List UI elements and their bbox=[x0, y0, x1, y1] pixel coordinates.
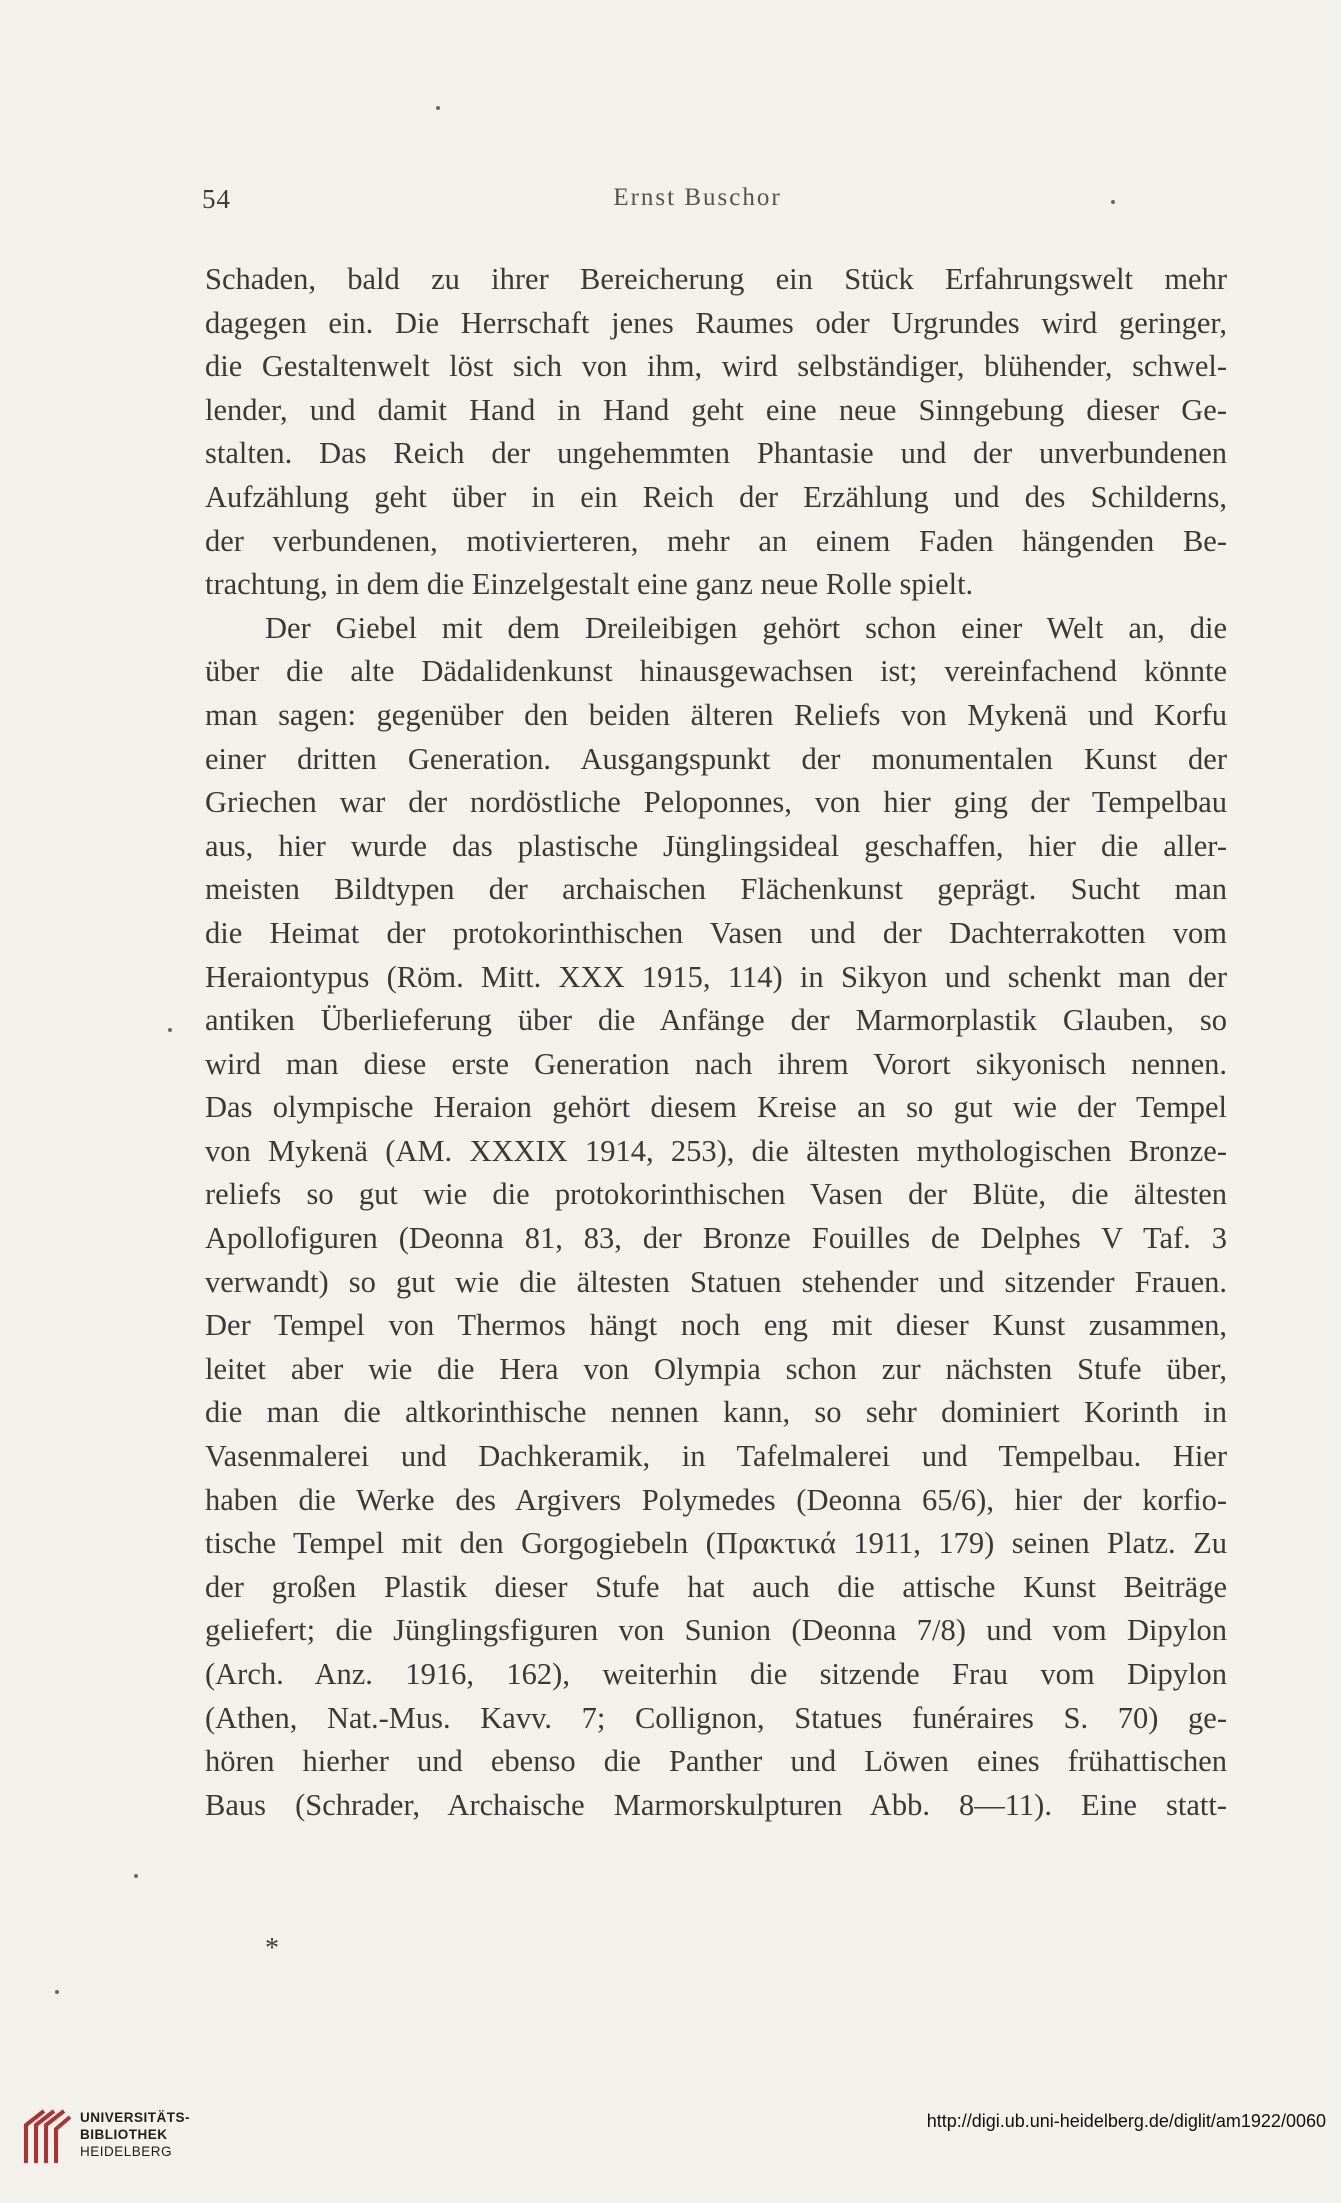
page-number: 54 bbox=[202, 184, 231, 214]
text-line: (Athen, Nat.-Mus. Kavv. 7; Collignon, Statues funéraires S. 70) ge- bbox=[205, 1700, 1227, 1735]
text-line: von Mykenä (AM. XXXIX 1914, 253), die ältesten mythologischen Bronze- bbox=[205, 1133, 1227, 1168]
text-line: lender, und damit Hand in Hand geht eine neue Sinngebung dieser Ge- bbox=[205, 392, 1227, 427]
footnote-mark: * bbox=[265, 1933, 279, 1964]
text-line: einer dritten Generation. Ausgangspunkt der monumentalen Kunst der bbox=[205, 741, 1227, 776]
text-line: Griechen war der nordöstliche Peloponnes, von hier ging der Tempelbau bbox=[205, 785, 1227, 820]
text-line: leitet aber wie die Hera von Olympia schon zur nächsten Stufe über, bbox=[205, 1351, 1227, 1386]
source-url[interactable]: http://digi.ub.uni-heidelberg.de/diglit/am1922/0060 bbox=[926, 2111, 1326, 2131]
library-name bbox=[80, 2109, 190, 2160]
text-line: meisten Bildtypen der archaischen Flächenkunst geprägt. Sucht man bbox=[205, 872, 1227, 907]
text-line: Baus (Schrader, Archaische Marmorskulpturen Abb. 8—11). Eine statt- bbox=[205, 1787, 1227, 1822]
scan-speck bbox=[134, 1874, 138, 1878]
text-line: trachtung, in dem die Einzelgestalt eine ganz neue Rolle spielt. bbox=[205, 567, 974, 602]
text-line: man sagen: gegenüber den beiden älteren Reliefs von Mykenä und Korfu bbox=[205, 697, 1227, 732]
library-line-2: BIBLIOTHEK bbox=[80, 2127, 168, 2142]
text-line: wird man diese erste Generation nach ihrem Vorort sikyonisch nennen. bbox=[205, 1046, 1227, 1081]
text-line: Das olympische Heraion gehört diesem Kreise an so gut wie der Tempel bbox=[205, 1090, 1227, 1125]
text-line: antiken Überlieferung über die Anfänge der Marmorplastik Glauben, so bbox=[205, 1003, 1227, 1038]
library-line-3: HEIDELBERG bbox=[80, 2144, 173, 2159]
footer bbox=[0, 2075, 1341, 2203]
text-line: hören hierher und ebenso die Panther und Löwen eines frühattischen bbox=[205, 1744, 1227, 1779]
text-line: Der Giebel mit dem Dreileibigen gehört schon einer Welt an, die bbox=[265, 610, 1227, 645]
text-line: verwandt) so gut wie die ältesten Statuen stehender und sitzender Frauen. bbox=[205, 1264, 1227, 1299]
scan-speck bbox=[436, 106, 440, 110]
text-line: die man die altkorinthische nennen kann, so sehr dominiert Korinth in bbox=[205, 1395, 1227, 1430]
text-line: Apollofiguren (Deonna 81, 83, der Bronze Fouilles de Delphes V Taf. 3 bbox=[205, 1221, 1227, 1256]
text-line: Heraiontypus (Röm. Mitt. XXX 1915, 114) in Sikyon und schenkt man der bbox=[205, 959, 1227, 994]
page-header bbox=[202, 184, 1193, 220]
text-line: dagegen ein. Die Herrschaft jenes Raumes oder Urgrundes wird geringer, bbox=[205, 305, 1227, 340]
text-line: (Arch. Anz. 1916, 162), weiterhin die sitzende Frau vom Dipylon bbox=[205, 1657, 1227, 1691]
text-line: die Heimat der protokorinthischen Vasen und der Dachterrakotten vom bbox=[205, 915, 1227, 950]
text-line: haben die Werke des Argivers Polymedes (Deonna 65/6), hier der korfio- bbox=[205, 1482, 1227, 1517]
text-line: reliefs so gut wie die protokorinthischen Vasen der Blüte, die ältesten bbox=[205, 1177, 1227, 1212]
text-line: geliefert; die Jünglingsfiguren von Sunion (Deonna 7/8) und vom Dipylon bbox=[205, 1613, 1227, 1648]
text-line: Der Tempel von Thermos hängt noch eng mit dieser Kunst zusammen, bbox=[205, 1308, 1227, 1343]
library-line-1: UNIVERSITÄTS- bbox=[80, 2110, 191, 2125]
body-text bbox=[205, 258, 1227, 1827]
text-line: stalten. Das Reich der ungehemmten Phantasie und der unverbundenen bbox=[205, 436, 1227, 471]
text-line: die Gestaltenwelt löst sich von ihm, wird selbständiger, blühender, schwel- bbox=[205, 349, 1227, 384]
text-line: Aufzählung geht über in ein Reich der Erzählung und des Schilderns, bbox=[205, 479, 1227, 514]
text-line: Schaden, bald zu ihrer Bereicherung ein Stück Erfahrungswelt mehr bbox=[205, 262, 1227, 296]
text-line: der großen Plastik dieser Stufe hat auch die attische Kunst Beiträge bbox=[205, 1569, 1227, 1604]
text-line: der verbundenen, motivierteren, mehr an einem Faden hängenden Be- bbox=[205, 523, 1227, 558]
scan-speck bbox=[1111, 200, 1115, 204]
scan-speck bbox=[168, 1028, 172, 1032]
running-head: Ernst Buschor bbox=[613, 184, 782, 211]
text-line: aus, hier wurde das plastische Jünglingsideal geschaffen, hier die aller- bbox=[205, 828, 1227, 863]
text-line: Vasenmalerei und Dachkeramik, in Tafelmalerei und Tempelbau. Hier bbox=[205, 1439, 1227, 1474]
ub-heidelberg-logo-icon bbox=[18, 2107, 73, 2167]
scan-speck bbox=[55, 1990, 59, 1994]
text-line: über die alte Dädalidenkunst hinausgewachsen ist; vereinfachend könnte bbox=[205, 654, 1227, 689]
text-line: tische Tempel mit den Gorgogiebeln (Πρακτικά 1911, 179) seinen Platz. Zu bbox=[205, 1526, 1227, 1561]
